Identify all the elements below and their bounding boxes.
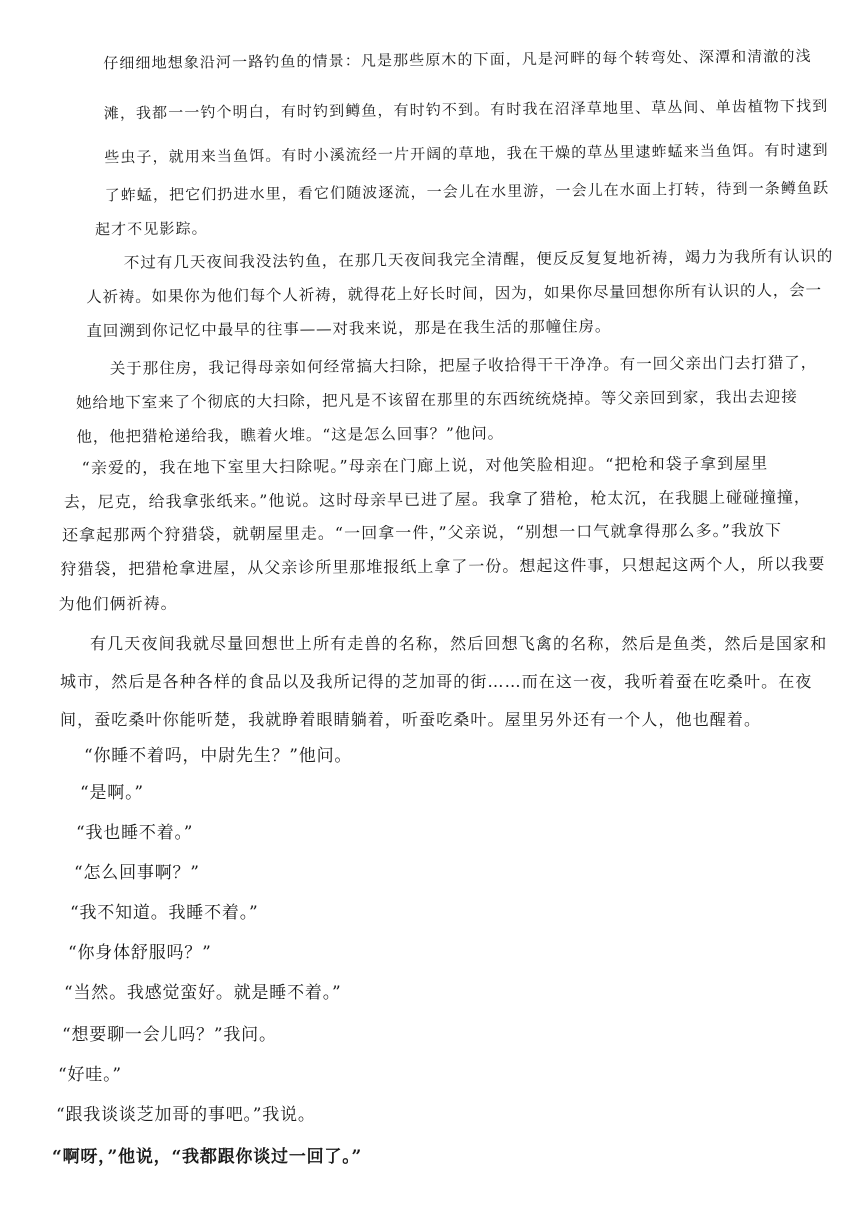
dialogue-line: “你身体舒服吗？” [68, 943, 212, 963]
dialogue-line: “怎么回事啊？” [74, 863, 200, 883]
text-line: 仔细细地想象沿河一路钓鱼的情景：凡是那些原木的下面，凡是河畔的每个转弯处、深潭和清澈的浅 [103, 46, 812, 73]
text-line: 他，他把猎枪递给我，瞧着火堆。“这是怎么回事？”他问。 [76, 424, 505, 447]
text-line: 去，尼克，给我拿张纸来。”他说。这时母亲早已进了屋。我拿了猎枪，枪太沉，在我腿上碰碰撞撞， [63, 487, 811, 512]
text-line: “亲爱的，我在地下室里大扫除呢。”母亲在门廊上说，对他笑脸相迎。“把枪和袋子拿到屋里 [81, 453, 769, 478]
text-line: 些虫子，就用来当鱼饵。有时小溪流经一片开阔的草地，我在干燥的草丛里逮蚱蜢来当鱼饵。有时逮到 [104, 140, 829, 167]
text-line: 狩猎袋，把猎枪拿进屋，从父亲诊所里那堆报纸上拿了一份。想起这件事，只想起这两个人，所以我要 [60, 554, 826, 579]
text-line: 她给地下室来了个彻底的大扫除，把凡是不该留在那里的东西统统烧掉。等父亲回到家，我出去迎接 [76, 387, 798, 413]
text-line: 人祈祷。如果你为他们每个人祈祷，就得花上好长时间，因为，如果你尽量回想你所有认识的人，会一 [86, 281, 822, 307]
text-line: 直回溯到你记忆中最早的往事——对我来说，那是在我生活的那幢住房。 [86, 317, 612, 341]
dialogue-line: “是啊。” [80, 783, 144, 803]
dialogue-line: “想要聊一会儿吗？”我问。 [62, 1025, 277, 1045]
dialogue-line: “跟我谈谈芝加哥的事吧。”我说。 [56, 1105, 316, 1125]
text-line: 有几天夜间我就尽量回想世上所有走兽的名称，然后回想飞禽的名称，然后是鱼类，然后是国家和 [90, 634, 828, 653]
text-line: 还拿起那两个狩猎袋，就朝屋里走。“一回拿一件，”父亲说，“别想一口气就拿得那么多。”我放下 [62, 520, 783, 545]
text-line: 关于那住房，我记得母亲如何经常搞大扫除，把屋子收拾得干干净净。有一回父亲出门去打猎了， [109, 353, 818, 378]
text-line: 起才不见影踪。 [94, 219, 208, 239]
text-line: 了蚱蜢，把它们扔进水里，看它们随波逐流，一会儿在水里游，一会儿在水面上打转，待到一条鳟鱼跃 [104, 178, 830, 205]
text-line: 城市，然后是各种各样的食品以及我所记得的芝加哥的街……而在这一夜，我听着蚕在吃桑叶。在夜 [60, 672, 813, 691]
dialogue-line: “我不知道。我睡不着。” [70, 903, 259, 923]
text-line: 为他们俩祈祷。 [58, 593, 178, 614]
dialogue-line: “我也睡不着。” [76, 823, 194, 843]
dialogue-line: “啊呀，”他说，“我都跟你谈过一回了。” [52, 1147, 363, 1167]
dialogue-line: “你睡不着吗，中尉先生？”他问。 [84, 746, 353, 766]
dialogue-line: “当然。我感觉蛮好。就是睡不着。” [64, 983, 342, 1003]
text-line: 不过有几天夜间我没法钓鱼，在那几天夜间我完全清醒，便反反复复地祈祷，竭力为我所有认识的 [123, 247, 834, 272]
text-line: 滩，我都一一钓个明白，有时钓到鳟鱼，有时钓不到。有时我在沼泽草地里、草丛间、单齿植物下找到 [103, 96, 829, 123]
text-line: 间，蚕吃桑叶你能听楚，我就睁着眼睛躺着，听蚕吃桑叶。屋里另外还有一个人，他也醒着。 [60, 710, 762, 729]
dialogue-line: “好哇。” [58, 1065, 122, 1085]
